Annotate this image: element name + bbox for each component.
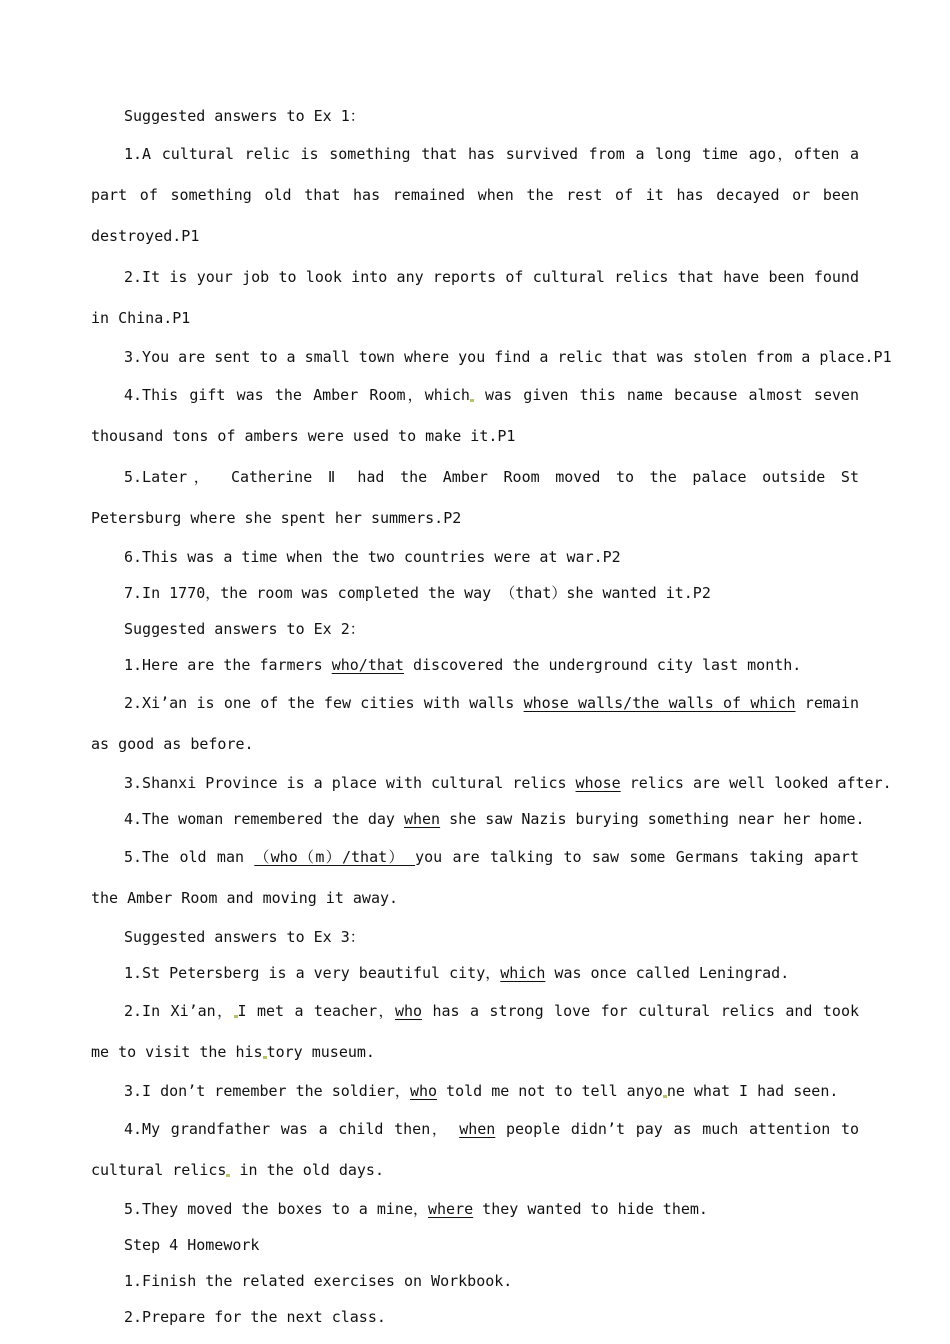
ex1-item-1: 1.A cultural relic is something that has survived from a long time ago，often a part of something old that has remained when the rest of it has decayed or been destroyed.P1 [91,145,859,245]
ex2-item-5-text-b: you are talking to saw some Germans taking apart the Amber Room and moving it away. [91,848,859,907]
ex3-item-2-text-b2: tory museum. [266,1043,375,1061]
homework-item-2: 2.Prepare for the next class. [124,1308,386,1326]
ex2-item-2 [91,683,859,765]
ex2-item-4-answer: when [403,810,441,828]
ex3-item-1-answer: which [500,964,546,982]
ex2-item-2-text-a: 2.Xi’an is one of the few cities with walls [124,694,524,712]
ex3-item-4 [91,1109,859,1191]
ex2-item-1-text-a: 1.Here are the farmers [124,656,332,674]
ex2-item-3-text-b: relics are well looked after. [620,774,892,792]
ex2-item-2-text-b: remain as good as before. [91,694,859,753]
ex3-item-4-answer: when [459,1120,496,1138]
ex2-item-5-answer: （who（m）/that） [254,848,416,866]
ex3-heading: Suggested answers to Ex 3： [124,928,365,946]
ex3-item-4-text-b2: in the old days. [230,1161,384,1179]
ex1-item-4-text-b: was given this name because almost seven thousand tons of ambers were used to make it.P1 [91,386,859,445]
ex1-item-6: 6.This was a time when the two countries were at war.P2 [124,548,621,566]
ex3-item-3-text-b2: ne what I had seen. [666,1082,839,1100]
ex2-heading: Suggested answers to Ex 2： [124,620,365,638]
ex3-item-5 [91,1191,859,1227]
ex3-item-3-text-a: 3.I don’t remember the soldier， [124,1082,410,1100]
ex2-item-4-text-a: 4.The woman remembered the day [124,810,404,828]
ex1-item-3: 3.You are sent to a small town where you find a relic that was stolen from a place.P1 [124,348,892,366]
ex2-item-3 [91,765,892,801]
ex2-item-2-answer: whose walls/the walls of which [523,694,796,712]
ex3-item-2-answer: who [394,1002,423,1020]
ex1-item-5: 5.Later， Catherine Ⅱ had the Amber Room moved to the palace outside St Petersburg where she spent her summers.P2 [91,468,859,527]
ex2-item-3-text-a: 3.Shanxi Province is a place with cultural relics [124,774,576,792]
ex3-item-1 [91,955,859,991]
ex3-item-2-text-a2: I met a teacher， [237,1002,395,1020]
ex3-item-1-text-a: 1.St Petersberg is a very beautiful city， [124,964,501,982]
homework-item-1: 1.Finish the related exercises on Workbook. [124,1272,513,1290]
ex1-item-4-text-a: 4.This gift was the Amber Room，which [124,386,470,404]
ex3-item-3-answer: who [409,1082,438,1100]
ex3-item-5-answer: where [428,1200,474,1218]
ex2-item-1 [91,647,859,683]
ex2-item-1-text-b: discovered the underground city last month. [403,656,802,674]
ex1-heading: Suggested answers to Ex 1： [124,107,365,125]
ex3-item-3-text-b: told me not to tell anyo [437,1082,663,1100]
ex2-item-3-answer: whose [575,774,621,792]
ex3-item-4-text-b: people didn’t pay as much attention to cultural relics [91,1120,860,1179]
ex2-item-4 [91,801,865,837]
document-body [91,98,892,1335]
ex3-item-5-text-a: 5.They moved the boxes to a mine， [124,1200,428,1218]
ex3-item-2-text-a: 2.In Xi’an， [124,1002,234,1020]
ex3-item-2-text-b: has a strong love for cultural relics and took me to visit the his [91,1002,860,1061]
ex2-item-1-answer: who/that [331,656,404,674]
ex3-item-3 [91,1073,859,1109]
ex2-item-5 [91,837,859,919]
ex3-item-5-text-b: they wanted to hide them. [473,1200,708,1218]
ex1-item-7: 7.In 1770，the room was completed the way （that）she wanted it.P2 [124,584,711,602]
ex3-item-1-text-b: was once called Leningrad. [545,964,790,982]
homework-heading: Step 4 Homework [124,1236,260,1254]
ex1-item-2: 2.It is your job to look into any reports of cultural relics that have been found in China.P1 [91,268,859,327]
ex3-item-2 [91,991,859,1073]
ex2-item-5-text-a: 5.The old man [124,848,255,866]
ex1-item-4 [91,375,859,457]
ex2-item-4-text-b: she saw Nazis burying something near her home. [440,810,865,828]
ex3-item-4-text-a: 4.My grandfather was a child then， [124,1120,460,1138]
